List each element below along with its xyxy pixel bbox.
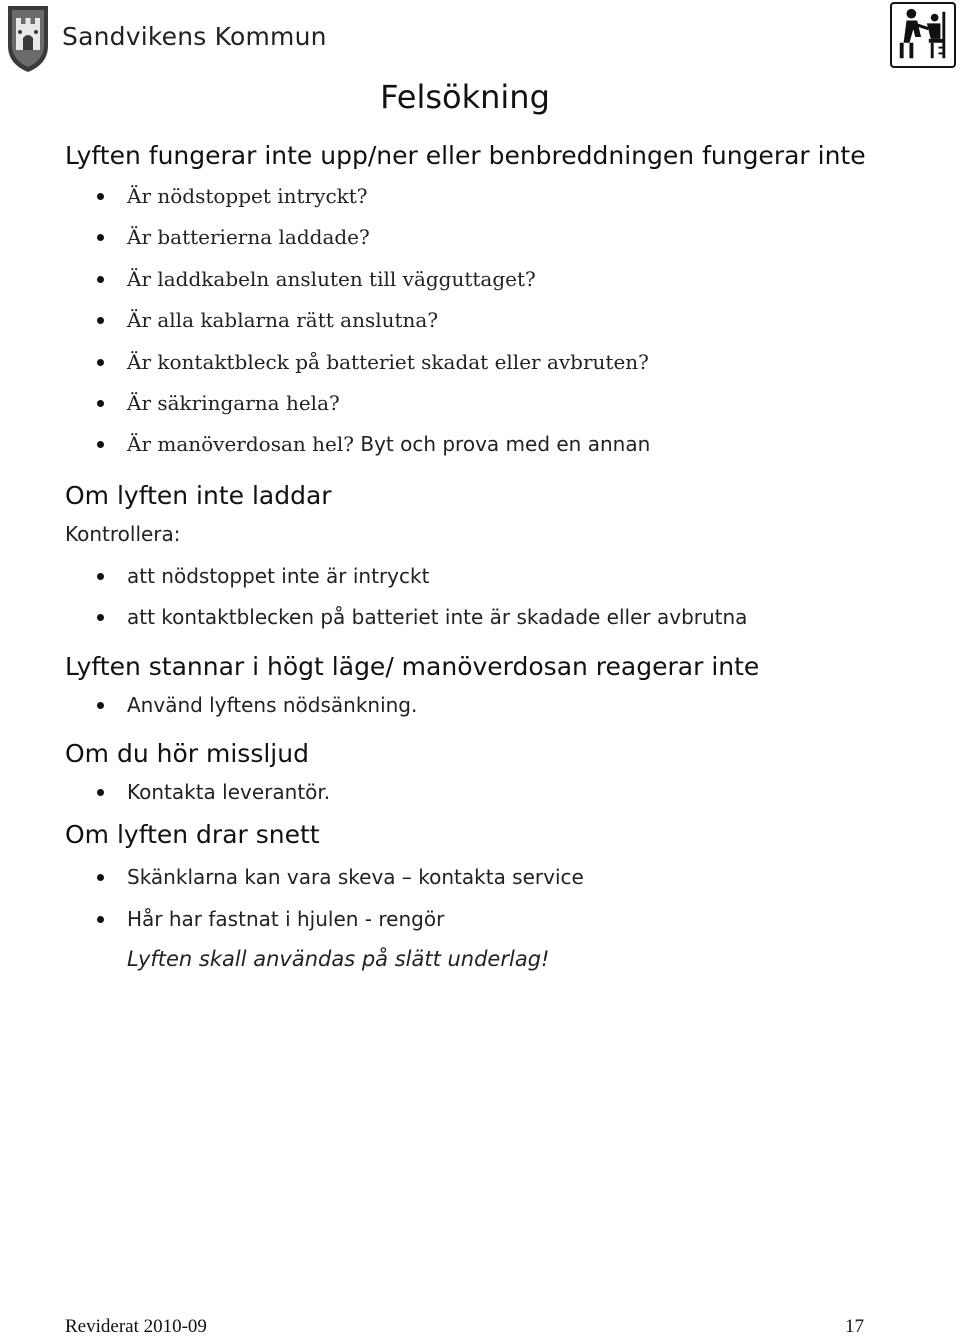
usage-note: Lyften skall användas på slätt underlag! [127, 947, 550, 972]
patient-lift-pictogram-icon [890, 2, 956, 68]
section-heading: Lyften stannar i högt läge/ manöverdosan reagerar inte [65, 651, 760, 681]
section-heading: Om lyften inte laddar [65, 480, 332, 510]
bullet-icon [97, 317, 104, 324]
revision-date: Reviderat 2010-09 [65, 1316, 207, 1337]
check-list [65, 857, 925, 940]
list-item: Använd lyftens nödsänkning. [65, 685, 925, 726]
bullet-icon [97, 702, 104, 709]
bullet-icon [97, 614, 104, 621]
section-heading: Lyften fungerar inte upp/ner eller benbreddningen fungerar inte [65, 141, 866, 170]
list-item: Är laddkabeln ansluten till vägguttaget? [65, 259, 925, 300]
bullet-icon [97, 193, 104, 200]
list-item: Skänklarna kan vara skeva – kontakta service [65, 857, 925, 898]
list-item: Kontakta leverantör. [65, 772, 925, 813]
page-title: Felsökning [380, 78, 550, 116]
section-heading: Om du hör missljud [65, 739, 309, 769]
list-item: Är kontaktbleck på batteriet skadat eller avbruten? [65, 342, 925, 383]
list-item: Är nödstoppet intryckt? [65, 176, 925, 217]
bullet-icon [97, 441, 104, 448]
bullet-icon [97, 234, 104, 241]
list-item-suffix: Byt och prova med en annan [353, 432, 651, 457]
list-item: Hår har fastnat i hjulen - rengör [65, 899, 925, 940]
coat-of-arms-icon [6, 2, 50, 74]
check-list [65, 176, 925, 466]
check-list [65, 556, 925, 639]
list-item: att nödstoppet inte är intryckt [65, 556, 925, 597]
troubleshooting-content [65, 138, 925, 978]
organization-name: Sandvikens Kommun [62, 22, 327, 51]
section-heading: Om lyften drar snett [65, 820, 320, 850]
bullet-icon [97, 916, 104, 923]
bullet-icon [97, 874, 104, 881]
list-item: Är säkringarna hela? [65, 383, 925, 424]
bullet-icon [97, 573, 104, 580]
list-item: Är manöverdosan hel? Byt och prova med en annan [65, 424, 925, 465]
list-item: att kontaktblecken på batteriet inte är skadade eller avbrutna [65, 597, 925, 638]
bullet-icon [97, 789, 104, 796]
bullet-icon [97, 276, 104, 283]
check-list [65, 772, 925, 813]
check-list [65, 685, 925, 726]
list-item: Är batterierna laddade? [65, 217, 925, 258]
list-item: Är alla kablarna rätt anslutna? [65, 300, 925, 341]
bullet-icon [97, 400, 104, 407]
bullet-icon [97, 359, 104, 366]
page-number: 17 [845, 1316, 864, 1337]
section-subtext: Kontrollera: [65, 521, 181, 546]
